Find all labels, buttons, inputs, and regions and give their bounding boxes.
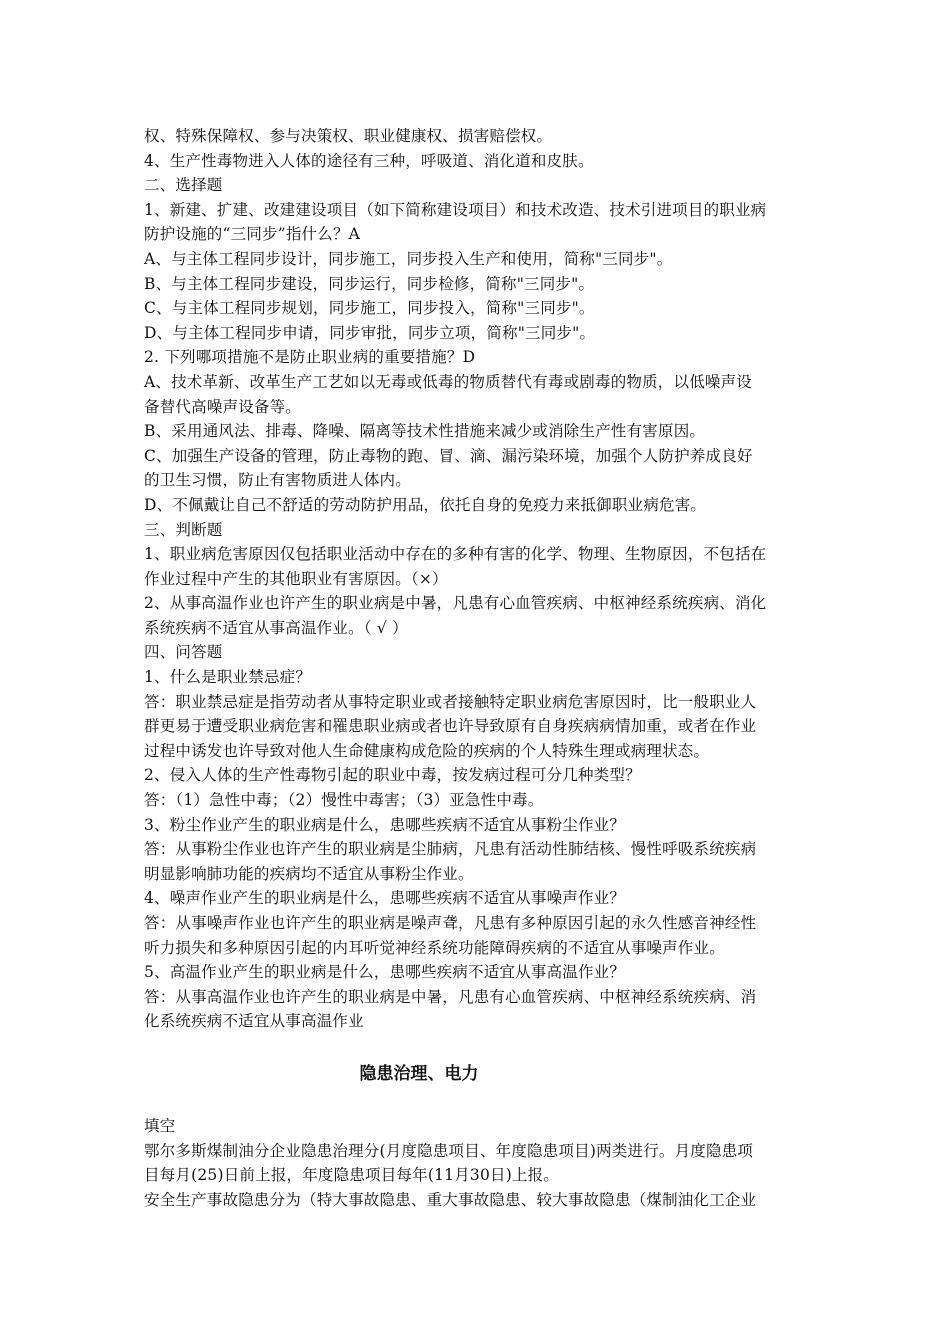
- text-line: 作业过程中产生的其他职业有害原因。（×）: [144, 569, 448, 588]
- text-line: 2、从事高温作业也许产生的职业病是中暑，凡患有心血管疾病、中枢神经系统疾病、消化: [144, 594, 767, 613]
- text-line: 答：从事高温作业也许产生的职业病是中暑，凡患有心血管疾病、中枢神经系统疾病、消: [144, 987, 757, 1006]
- text-line: 防护设施的“三同步”指什么？A: [144, 225, 361, 244]
- section-heading-hazard-electric: 隐患治理、电力: [359, 1063, 479, 1084]
- text-line: B、采用通风法、排毒、降噪、隔离等技术性措施来减少或消除生产性有害原因。: [144, 422, 706, 441]
- text-line: 4、噪声作业产生的职业病是什么，患哪些疾病不适宜从事噪声作业？: [144, 889, 626, 908]
- document-page: [144, 124, 810, 1212]
- text-line: 1、什么是职业禁忌症？: [144, 668, 312, 687]
- text-line: 填空: [144, 1116, 176, 1135]
- text-line: 明显影响肺功能的疾病均不适宜从事粉尘作业。: [144, 864, 474, 883]
- text-line: C、加强生产设备的管理，防止毒物的跑、冒、滴、漏污染环境，加强个人防护养成良好: [144, 446, 753, 465]
- text-line: 答：从事噪声作业也许产生的职业病是噪声聋，凡患有多种原因引起的永久性感音神经性: [144, 914, 757, 932]
- section-hazard-electric: [144, 1114, 810, 1212]
- text-line: D、不佩戴让自己不舒适的劳动防护用品，依托自身的免疫力来抵御职业病危害。: [144, 495, 707, 514]
- text-line: 权、特殊保障权、参与决策权、职业健康权、损害赔偿权。: [144, 127, 553, 145]
- text-line: 系统疾病不适宜从事高温作业。（ √ ）: [144, 618, 408, 637]
- text-line: C、与主体工程同步规划，同步施工，同步投入，简称"三同步"。: [144, 299, 595, 318]
- text-line: A、与主体工程同步设计，同步施工，同步投入生产和使用，简称"三同步"。: [144, 249, 673, 268]
- text-line: 1、新建、扩建、改建建设项目（如下简称建设项目）和技术改造、技术引进项目的职业病: [144, 200, 767, 219]
- text-line: 群更易于遭受职业病危害和罹患职业病或者也许导致原有自身疾病病情加重，或者在作业: [144, 717, 757, 736]
- text-line: 的卫生习惯，防止有害物质进人体内。: [144, 471, 411, 490]
- text-line: 1、职业病危害原因仅包括职业活动中存在的多种有害的化学、物理、生物原因，不包括在: [144, 545, 767, 564]
- text-line: 3、粉尘作业产生的职业病是什么，患哪些疾病不适宜从事粉尘作业？: [144, 815, 626, 834]
- text-line: 二、选择题: [144, 176, 223, 195]
- text-line: 备替代高噪声设备等。: [144, 397, 302, 416]
- text-line: D、与主体工程同步申请，同步审批，同步立项，简称"三同步"。: [144, 323, 596, 342]
- text-line: 过程中诱发也许导致对他人生命健康构成危险的疾病的个人特殊生理或病理状态。: [144, 741, 710, 760]
- text-line: 答：（1）急性中毒；（2）慢性中毒害；（3）亚急性中毒。: [144, 791, 544, 810]
- text-line: 目每月(25)日前上报，年度隐患项目每年(11月30日)上报。: [144, 1166, 560, 1185]
- text-line: 5、高温作业产生的职业病是什么，患哪些疾病不适宜从事高温作业？: [144, 963, 626, 982]
- text-line: A、技术革新、改革生产工艺如以无毒或低毒的物质替代有毒或剧毒的物质，以低噪声设: [144, 372, 752, 391]
- text-line: 2. 下列哪项措施不是防止职业病的重要措施？D: [144, 348, 476, 367]
- text-line: 答：职业禁忌症是指劳动者从事特定职业或者接触特定职业病危害原因时，比一般职业人: [144, 692, 757, 711]
- text-line: 安全生产事故隐患分为（特大事故隐患、重大事故隐患、较大事故隐患（煤制油化工企业: [144, 1190, 757, 1209]
- text-line: 鄂尔多斯煤制油分企业隐患治理分(月度隐患项目、年度隐患项目)两类进行。月度隐患项: [144, 1141, 754, 1160]
- section-occupational-health: [144, 124, 810, 1034]
- text-line: 2、侵入人体的生产性毒物引起的职业中毒，按发病过程可分几种类型？: [144, 766, 641, 785]
- text-line: B、与主体工程同步建设，同步运行，同步检修，简称"三同步"。: [144, 274, 595, 293]
- text-line: 4、生产性毒物进入人体的途径有三种，呼吸道、消化道和皮肤。: [144, 151, 594, 170]
- text-line: 答：从事粉尘作业也许产生的职业病是尘肺病，凡患有活动性肺结核、慢性呼吸系统疾病: [144, 840, 757, 859]
- text-line: 三、判断题: [144, 520, 223, 539]
- text-line: 听力损失和多种原因引起的内耳听觉神经系统功能障碍疾病的不适宜从事噪声作业。: [144, 938, 725, 957]
- text-line: 化系统疾病不适宜从事高温作业: [144, 1012, 364, 1031]
- text-line: 四、问答题: [144, 643, 223, 662]
